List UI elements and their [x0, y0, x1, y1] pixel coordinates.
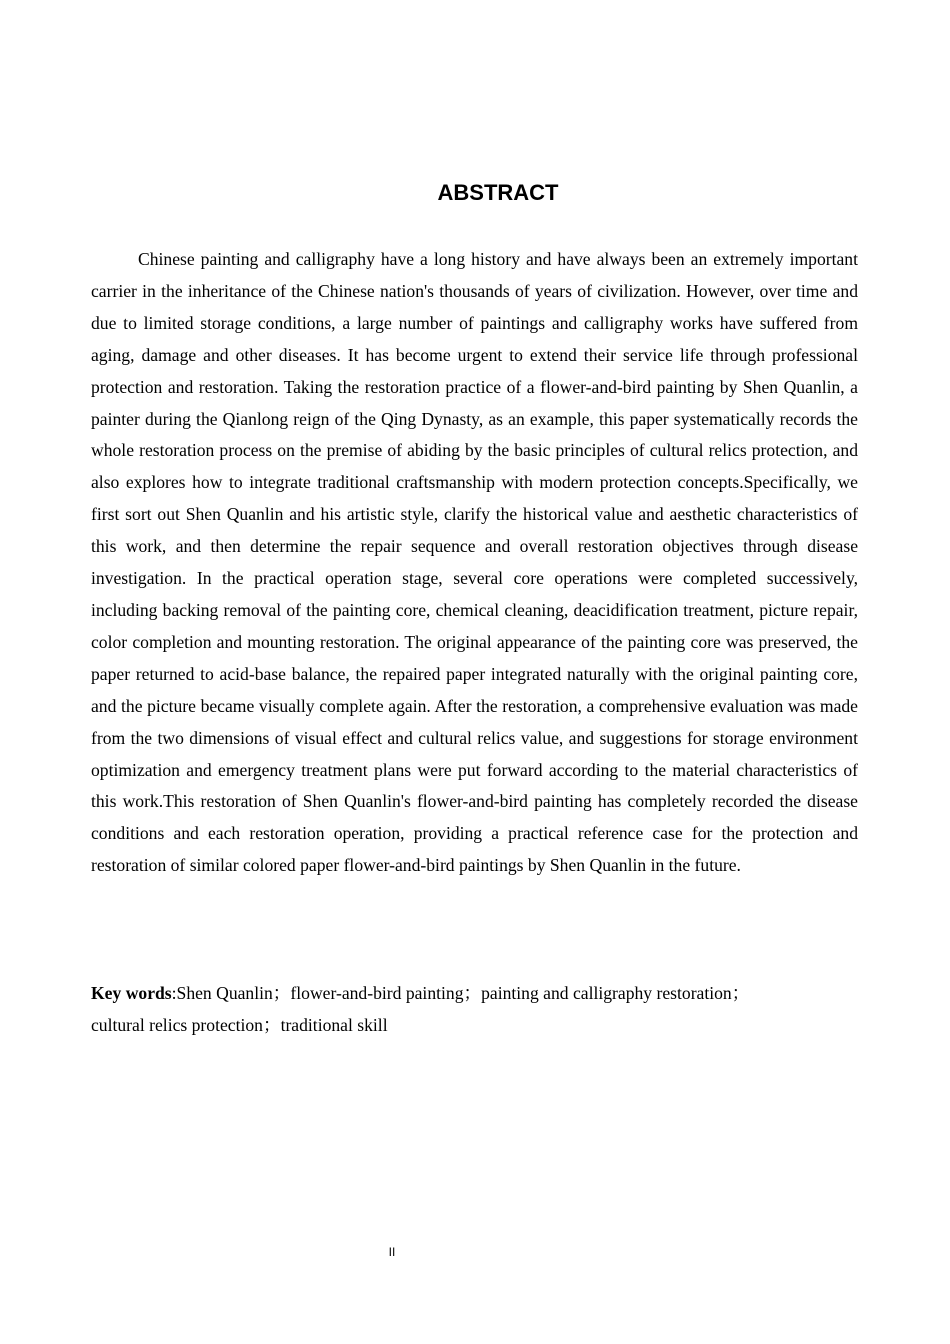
abstract-title: ABSTRACT: [437, 180, 559, 205]
keywords-line: [91, 978, 858, 1042]
page-number: II: [388, 1245, 396, 1259]
keyword-item: cultural relics protection；: [91, 1014, 281, 1035]
keywords-separator: :: [171, 983, 177, 1003]
keyword-item: painting and calligraphy restoration；: [481, 983, 750, 1003]
keywords-label: Key words: [91, 983, 172, 1003]
abstract-paragraph: Chinese painting and calligraphy have a long history and have always been an extremely important carrier in the inheritance of the Chinese nation's thousands of years of civilization. However, over time and due to limited storage conditions, a large number of paintings and calligraphy works have suffered from aging, damage and other diseases. It has become urgent to extend their service life through professional protection and restoration. Taking the restoration practice of a flower-and-bird painting by Shen Quanlin, a painter during the Qianlong reign of the Qing Dynasty, as an example, this paper systematically records the whole restoration process on the premise of abiding by the basic principles of cultural relics protection, and also explores how to integrate traditional craftsmanship with modern protection concepts.Specifically, we first sort out Shen Quanlin and his artistic style, clarify the historical value and aesthetic characteristics of this work, and then determine the repair sequence and overall restoration objectives through disease investigation. In the practical operation stage, several core operations were completed successively, including backing removal of the painting core, chemical cleaning, deacidification treatment, picture repair, color completion and mounting restoration. The original appearance of the painting core was preserved, the paper returned to acid-base balance, the repaired paper integrated naturally with the original painting core, and the picture became visually complete again. After the restoration, a comprehensive evaluation was made from the two dimensions of visual effect and cultural relics value, and suggestions for storage environment optimization and emergency treatment plans were put forward according to the material characteristics of this work.This restoration of Shen Quanlin's flower-and-bird painting has completely recorded the disease conditions and each restoration operation, providing a practical reference case for the protection and restoration of similar colored paper flower-and-bird paintings by Shen Quanlin in the future.: [91, 249, 858, 876]
keyword-item: Shen Quanlin；: [176, 983, 291, 1003]
keyword-item: traditional skill: [280, 1014, 388, 1035]
keyword-item: flower-and-bird painting；: [290, 983, 482, 1003]
